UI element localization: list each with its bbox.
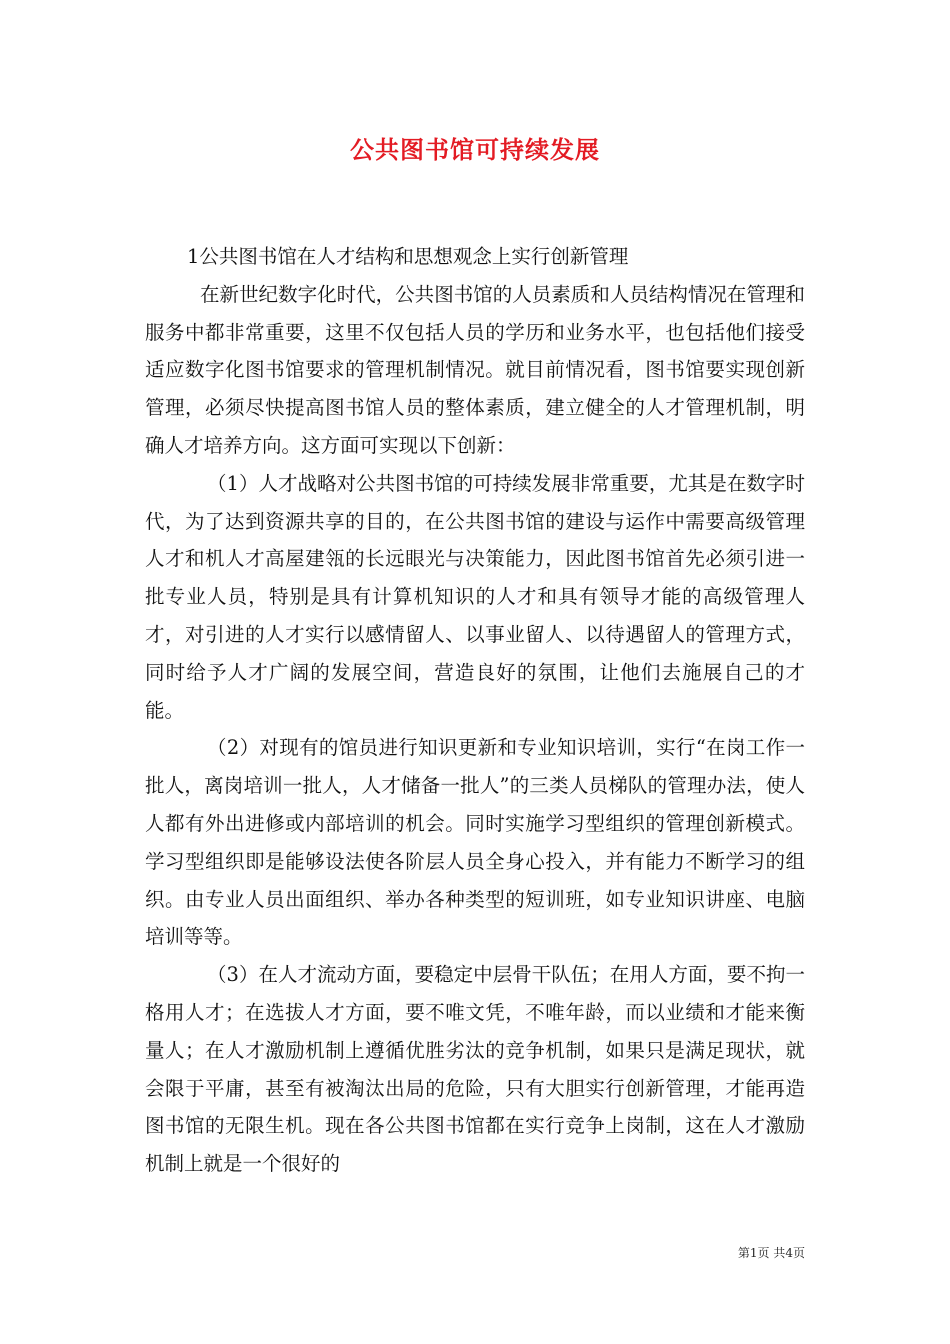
document-body [145,238,805,1183]
page-number: 第1页 共4页 [737,1246,805,1260]
intro-paragraph: 在新世纪数字化时代，公共图书馆的人员素质和人员结构情况在管理和服务中都非常重要，这里不仅包括人员的学历和业务水平，也包括他们接受适应数字化图书馆要求的管理机制情况。就目前情况看，图书馆要实现创新管理，必须尽快提高图书馆人员的整体素质，建立健全的人才管理机制，明确人才培养方向。这方面可实现以下创新： [145,282,805,457]
section-heading: 1公共图书馆在人才结构和思想观念上实行创新管理 [187,245,629,268]
list-item-3: （3）在人才流动方面，要稳定中层骨干队伍；在用人方面，要不拘一格用人才；在选拔人才方面，要不唯文凭，不唯年龄，而以业绩和才能来衡量人；在人才激励机制上遵循优胜劣汰的竞争机制，如果只是满足现状，就会限于平庸，甚至有被淘汰出局的危险，只有大胆实行创新管理，才能再造图书馆的无限生机。现在各公共图书馆都在实行竞争上岗制，这在人才激励机制上就是一个很好的 [145,963,805,1176]
list-item-1: （1）人才战略对公共图书馆的可持续发展非常重要，尤其是在数字时代，为了达到资源共享的目的，在公共图书馆的建设与运作中需要高级管理人才和机人才高屋建瓴的长远眼光与决策能力，因此图书馆首先必须引进一批专业人员，特别是具有计算机知识的人才和具有领导才能的高级管理人才，对引进的人才实行以感情留人、以事业留人、以待遇留人的管理方式，同时给予人才广阔的发展空间，营造良好的氛围，让他们去施展自己的才能。 [145,471,805,722]
list-item-2: （2）对现有的馆员进行知识更新和专业知识培训，实行“在岗工作一批人，离岗培训一批人，人才储备一批人”的三类人员梯队的管理办法，使人人都有外出进修或内部培训的机会。同时实施学习型组织的管理创新模式。学习型组织即是能够设法使各阶层人员全身心投入，并有能力不断学习的组织。由专业人员出面组织、举办各种类型的短训班，如专业知识讲座、电脑培训等等。 [145,736,805,949]
document-title: 公共图书馆可持续发展 [350,135,600,164]
